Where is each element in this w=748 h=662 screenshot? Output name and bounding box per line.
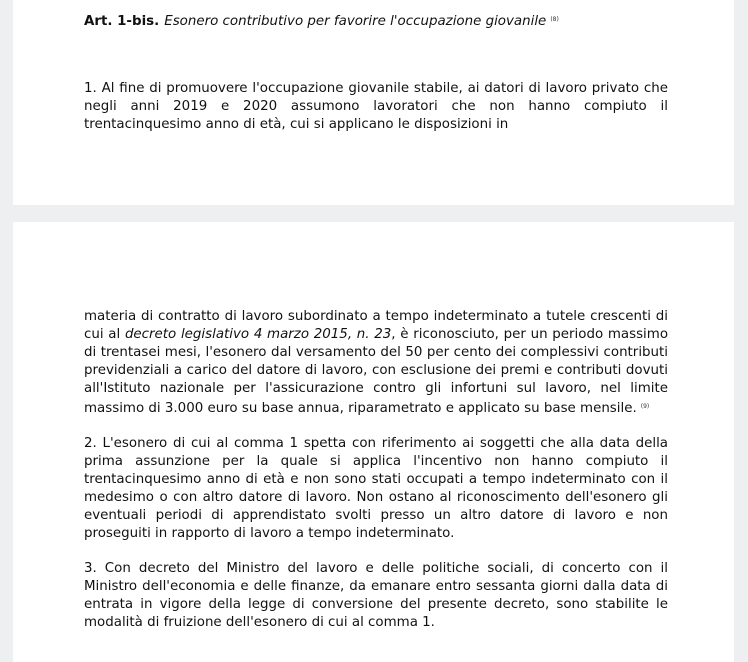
- article-heading: [84, 11, 668, 31]
- paragraph-1-continuation: [84, 308, 668, 418]
- footnote-reference[interactable]: (9): [640, 403, 650, 410]
- paragraph-3: 3. Con decreto del Ministro del lavoro e delle politiche sociali, di concerto con il Ministro dell'economia e delle finanze, da emanare entro sessanta giorni dalla data di entrata in vigore della legge di conversione del presente decreto, sono stabilite le modalità di fruizione dell'esonero di cui al comma 1.: [84, 561, 668, 630]
- paragraph-1-start: 1. Al fine di promuovere l'occupazione giovanile stabile, ai datori di lavoro privato che negli anni 2019 e 2020 assumono lavoratori che non hanno compiuto il trentacinquesimo anno di età, cui si applicano le disposizioni in: [84, 81, 668, 132]
- paragraph-1-text-b: , è riconosciuto, per un periodo massimo di trentasei mesi, l'esonero dal versamento del 50 per cento dei complessivi contributi previdenziali a carico del datore di lavoro, con esclusione dei premi e contributi dovuti all'Istituto nazionale per l'assicurazione contro gli infortuni sul lavoro, nel limite massimo di 3.000 euro su base annua, riparametrato e applicato su base mensile.: [84, 327, 669, 416]
- document-page-2: [13, 222, 734, 662]
- paragraph-2: 2. L'esonero di cui al comma 1 spetta con riferimento ai soggetti che alla data della prima assunzione per la quale si applica l'incentivo non hanno compiuto il trentacinquesimo anno di età e non sono stati occupati a tempo indeterminato con il medesimo o con altro datore di lavoro. Non ostano al riconoscimento dell'esonero gli eventuali periodi di apprendistato svolti presso un altro datore di lavoro e non proseguiti in rapporto di lavoro a tempo indeterminato.: [84, 436, 668, 541]
- footnote-reference[interactable]: (8): [550, 16, 559, 23]
- article-number: Art. 1-bis.: [84, 14, 160, 29]
- paragraph-1-text-a: materia di contratto di lavoro subordinato a tempo indeterminato a tutele crescenti di cui al: [84, 309, 668, 342]
- legislative-decree-link[interactable]: decreto legislativo 4 marzo 2015, n. 23: [124, 327, 392, 342]
- document-page-1: [13, 0, 734, 205]
- article-title: Esonero contributivo per favorire l'occupazione giovanile: [164, 14, 547, 29]
- page-2-body: [84, 308, 668, 632]
